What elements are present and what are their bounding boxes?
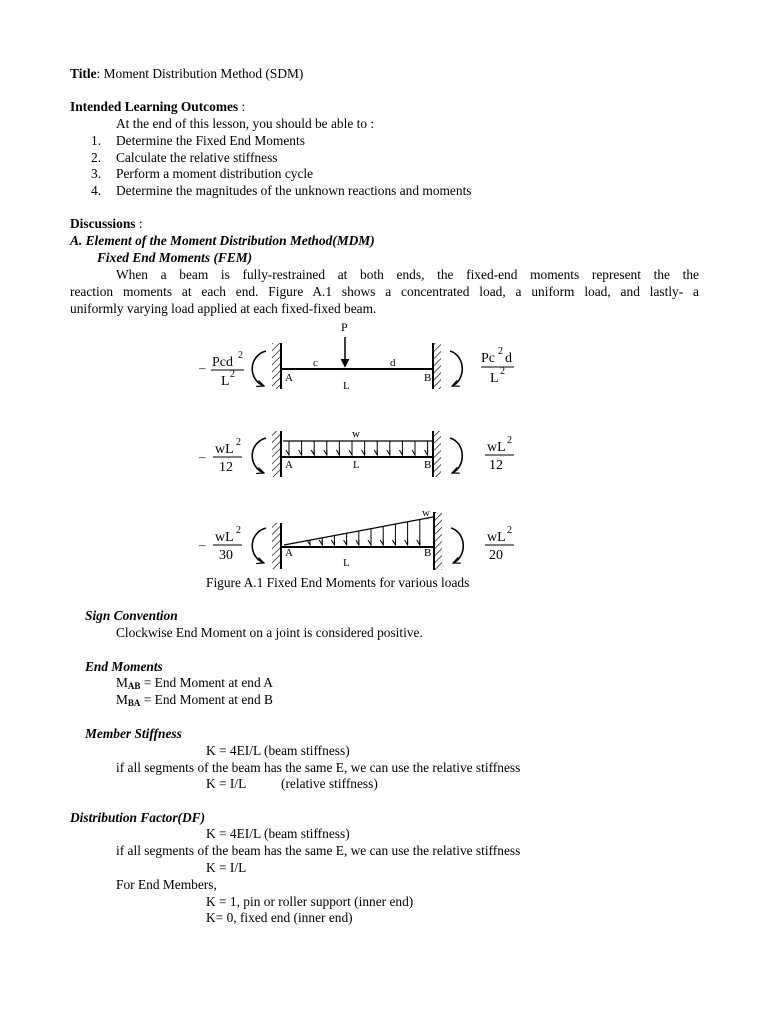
left-fixed-support	[272, 523, 280, 569]
beam-uniform-load	[198, 428, 514, 477]
span-l-label: L	[343, 557, 350, 569]
relative-stiffness-formula: K = I/L	[206, 860, 247, 875]
fem-right-exp: 2	[498, 346, 503, 357]
sign-convention-heading: Sign Convention	[85, 608, 178, 623]
left-moment-arrow	[252, 351, 266, 386]
outcome-item: Determine the magnitudes of the unknown reactions and moments	[116, 183, 472, 198]
outcome-item: Determine the Fixed End Moments	[116, 133, 305, 148]
fem-left-exp: 2	[236, 525, 241, 536]
support-b-label: B	[424, 547, 432, 559]
load-arrow-head	[368, 540, 371, 545]
section-a-heading: A. Element of the Moment Distribution Method(MDM)	[70, 233, 375, 248]
load-arrow-head	[324, 450, 327, 455]
discussions-heading: Discussions :	[70, 216, 143, 231]
outcome-item: Calculate the relative stiffness	[116, 150, 278, 165]
load-arrow-head	[399, 450, 402, 455]
fem-right-denominator: 12	[489, 458, 503, 473]
load-arrow-head	[356, 540, 359, 545]
right-moment-arrow	[450, 438, 462, 473]
span-l-label: L	[353, 459, 360, 471]
fem-right-exp: 2	[507, 435, 512, 446]
right-moment-arrow	[451, 528, 463, 563]
right-fixed-support	[433, 343, 441, 389]
load-arrow-head	[286, 450, 289, 455]
fem-right-den-exp: 2	[500, 366, 505, 377]
fem-right-numerator: wL	[487, 440, 506, 455]
load-arrow-head	[331, 540, 334, 545]
load-w-label: w	[352, 428, 360, 440]
left-fixed-support	[272, 431, 280, 477]
load-arrow-head	[405, 540, 408, 545]
outcome-number: 2.	[91, 150, 102, 165]
relative-stiffness-formula: K = I/L	[206, 776, 247, 791]
fem-right-exp: 2	[507, 525, 512, 536]
end-members-label: For End Members,	[116, 877, 217, 892]
minus-sign: –	[199, 360, 206, 375]
minus-sign: –	[199, 537, 206, 552]
figure-caption: Figure A.1 Fixed End Moments for various loads	[206, 575, 470, 590]
load-arrow-head	[412, 450, 415, 455]
left-moment-arrow	[252, 528, 266, 563]
fem-right-denominator: L	[490, 371, 499, 386]
fem-left-numerator: wL	[215, 530, 234, 545]
load-arrow-head	[417, 540, 420, 545]
paragraph-line: uniformly varying load applied at each fixed-fixed beam.	[70, 301, 377, 316]
load-w-label: w	[422, 507, 430, 519]
beam-stiffness-formula: K = 4EI/L (beam stiffness)	[206, 743, 350, 758]
left-fixed-support	[272, 343, 280, 389]
right-fixed-support	[433, 431, 441, 477]
load-p-label: P	[341, 320, 348, 334]
outcome-number: 1.	[91, 133, 102, 148]
triangular-load-arrows	[307, 520, 420, 546]
relative-stiffness-label: (relative stiffness)	[281, 776, 378, 791]
fixed-end-stiffness: K= 0, fixed end (inner end)	[206, 910, 353, 925]
end-moment-row: $M_{AB}$ = End Moment at end A	[116, 675, 273, 691]
fem-left-denominator: L	[221, 374, 230, 389]
fem-left-denominator: 12	[219, 460, 233, 475]
left-moment-arrow	[252, 438, 266, 473]
support-a-label: A	[285, 547, 293, 559]
relative-stiffness-note: if all segments of the beam has the same E, we can use the relative stiffness	[116, 843, 521, 858]
minus-sign: –	[199, 449, 206, 464]
fem-right-numerator: Pc	[481, 351, 495, 366]
support-b-label: B	[424, 459, 432, 471]
load-arrow-head	[387, 450, 390, 455]
fem-left-den-exp: 2	[230, 369, 235, 380]
beam-point-load	[198, 320, 514, 392]
fem-left-numerator: Pcd	[212, 355, 233, 370]
fem-left-numerator: wL	[215, 442, 234, 457]
load-arrow-head	[344, 540, 347, 545]
support-a-label: A	[285, 459, 293, 471]
end-moments-heading: End Moments	[85, 659, 163, 674]
outcomes-intro: At the end of this lesson, you should be able to :	[116, 116, 375, 131]
paragraph-line: reaction moments at each end. Figure A.1 shows a concentrated load, a uniform load, and lastly- a	[70, 284, 699, 299]
dim-d-label: d	[390, 357, 396, 369]
load-arrow-head	[392, 540, 395, 545]
support-a-label: A	[285, 372, 293, 384]
outcome-number: 4.	[91, 183, 102, 198]
sign-convention-text: Clockwise End Moment on a joint is considered positive.	[116, 625, 423, 640]
load-arrow-head	[336, 450, 339, 455]
load-arrow-head	[374, 450, 377, 455]
end-moment-row: $M_{BA}$ = End Moment at end B	[116, 692, 273, 708]
fem-right-denominator: 20	[489, 548, 503, 563]
load-arrow-head	[349, 450, 352, 455]
load-arrow-head	[299, 450, 302, 455]
right-fixed-support	[434, 512, 442, 570]
outcome-number: 3.	[91, 166, 102, 181]
fem-left-denominator: 30	[219, 548, 233, 563]
distribution-factor-heading: Distribution Factor(DF)	[70, 810, 206, 825]
fem-left-exp: 2	[238, 350, 243, 361]
fem-right-numerator: wL	[487, 530, 506, 545]
load-arrow-head	[319, 540, 322, 545]
beam-triangular-load	[198, 507, 514, 570]
fem-left-exp: 2	[236, 437, 241, 448]
relative-stiffness-note: if all segments of the beam has the same E, we can use the relative stiffness	[116, 760, 521, 775]
udl-arrows	[286, 441, 428, 455]
outcomes-heading: Intended Learning Outcomes :	[70, 99, 246, 114]
fem-right-numerator2: d	[505, 351, 512, 366]
load-arrow-head	[380, 540, 383, 545]
load-arrow-head	[425, 450, 428, 455]
load-arrow-head	[311, 450, 314, 455]
support-b-label: B	[424, 372, 432, 384]
beam-stiffness-formula: K = 4EI/L (beam stiffness)	[206, 826, 350, 841]
load-arrow-head	[362, 450, 365, 455]
right-moment-arrow	[450, 351, 462, 386]
span-l-label: L	[343, 380, 350, 392]
outcome-item: Perform a moment distribution cycle	[116, 166, 314, 181]
pin-roller-stiffness: K = 1, pin or roller support (inner end)	[206, 894, 414, 909]
fem-heading: Fixed End Moments (FEM)	[97, 250, 253, 265]
dim-c-label: c	[313, 357, 318, 369]
member-stiffness-heading: Member Stiffness	[85, 726, 182, 741]
paragraph-line: When a beam is fully-restrained at both ends, the fixed-end moments represent the the	[116, 267, 699, 282]
document-title: Title: Moment Distribution Method (SDM)	[70, 66, 304, 81]
